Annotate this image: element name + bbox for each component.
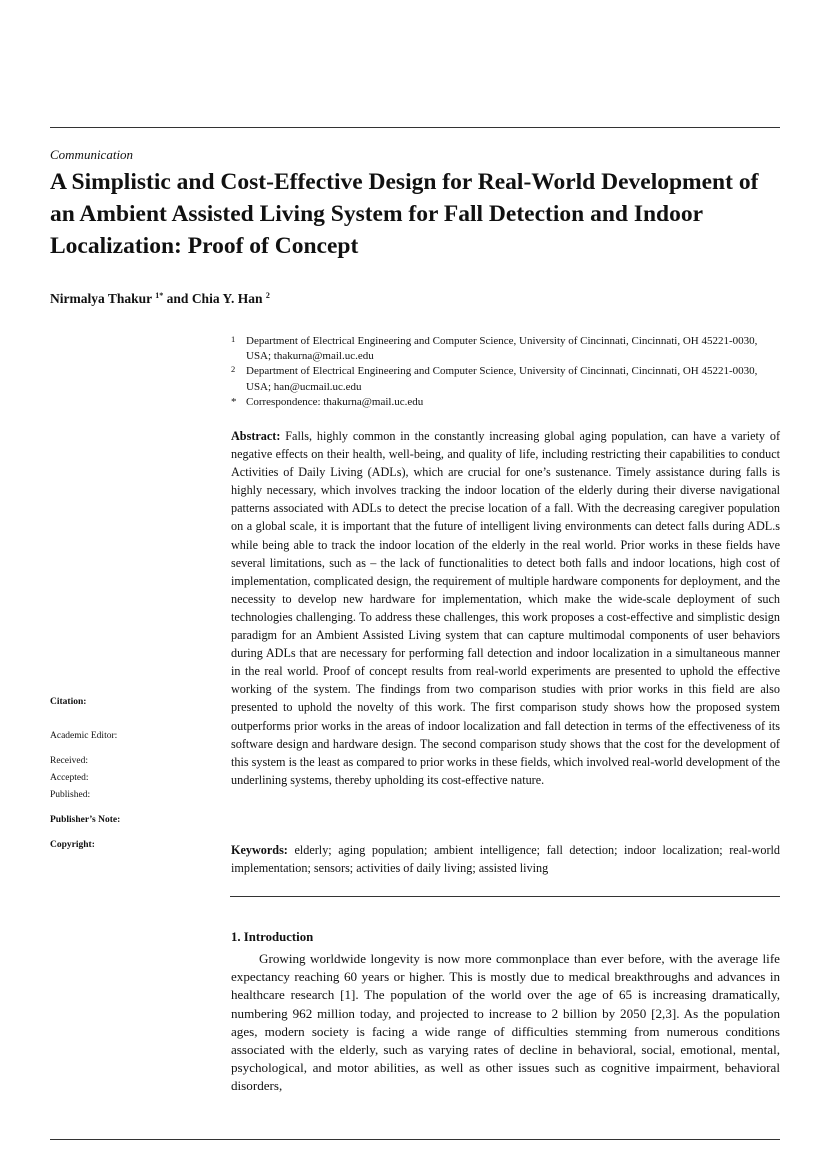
affiliation-item — [231, 364, 781, 394]
correspondence-text: Correspondence: thakurna@mail.uc.edu — [246, 395, 424, 408]
keywords — [231, 841, 780, 877]
author-name: Chia Y. Han — [191, 291, 263, 306]
article-type: Communication — [50, 147, 134, 162]
author-affiliation-mark: 1* — [155, 291, 164, 300]
author-line — [50, 291, 270, 307]
correspondence-mark: * — [231, 395, 237, 408]
introduction-section — [231, 930, 780, 1096]
author-affiliation-mark: 2 — [265, 291, 270, 300]
abstract — [231, 427, 780, 789]
affiliation-mark: 1 — [231, 334, 236, 344]
section-divider — [230, 896, 780, 897]
affiliations — [231, 334, 781, 410]
abstract-text: Falls, highly common in the constantly increasing global aging population, can have a variety of negative effects on their health, well-being, and quality of life, including restricting their capabilities to conduct Activities of Daily Living (ADLs), which are crucial for one’s sustenance. Timely assistance during falls is highly necessary, which involves tracking the indoor location of the elderly during their diverse navigational patterns associated with ADLs to detect the precise location of a fall. With the decreasing caregiver population on a global scale, it is important that the future of intelligent living environments can detect falls during ADL.s while being able to track the indoor location of the elderly in the real world. Prior works in these fields have several limitations, such as – the lack of functionalities to detect both falls and indoor locations, high cost of implementation, complicated design, the requirement of multiple hardware components for deployment, and the necessity to develop new hardware for implementation, which make the wide-scale deployment of such technologies challenging. To address these challenges, this work proposes a cost-effective and simplistic design paradigm for an Ambient Assisted Living system that can capture multimodal components of user behaviors during ADLs that are necessary for performing fall detection and indoor localization in a simultaneous manner in the real world. Proof of concept results from real-world experiments are presented to uphold the effective working of the system. The findings from two comparison studies with prior works in this field are also presented to uphold the novelty of this work. The first comparison study shows how the proposed system outperforms prior works in the areas of indoor localization and fall detection in terms of the effectiveness of its software design and hardware design. The second comparison study shows that the cost for the development of this system is the least as compared to prior works in these fields, which involved real-world development of the underlining systems, thereby upholding its cost-effective nature. — [231, 429, 781, 787]
top-rule — [50, 127, 780, 128]
affiliation-text: Department of Electrical Engineering and Computer Science, University of Cincinnati, Cincinnati, OH 45221-0030, USA; han@ucmail.uc.edu — [246, 365, 758, 393]
section-heading: 1. Introduction — [231, 930, 314, 944]
affiliation-mark: 2 — [231, 364, 236, 375]
citation-label: Citation: — [50, 697, 87, 707]
received-label: Received: — [50, 756, 88, 766]
publishers-note-label: Publisher’s Note: — [50, 815, 121, 825]
academic-editor-label: Academic Editor: — [50, 731, 118, 741]
published-label: Published: — [50, 790, 91, 800]
bottom-rule — [50, 1139, 780, 1140]
paper-title: A Simplistic and Cost-Effective Design for Real-World Development of an Ambient Assisted Living System for Fall Detection and Indoor Localization: Proof of Concept — [50, 169, 759, 259]
keywords-label: Keywords: — [231, 843, 288, 857]
author-separator: and — [163, 291, 192, 306]
abstract-label: Abstract: — [231, 429, 281, 443]
correspondence-item — [231, 395, 781, 410]
author-name: Nirmalya Thakur — [50, 291, 152, 306]
section-paragraph: Growing worldwide longevity is now more commonplace than ever before, with the average life expectancy reaching 60 years or higher. This is mostly due to medical breakthroughs and advances in healthcare research [1]. The population of the world over the age of 65 is increasing dramatically, numbering 962 million today, and projected to increase to 2 billion by 2050 [2,3]. As the population ages, modern society is facing a wide range of difficulties stemming from numerous conditions associated with the elderly, such as varying rates of decline in behavioral, social, emotional, mental, psychological, and motor abilities, as well as other issues such as cognitive impairment, behavioral disorders, — [231, 951, 780, 1094]
affiliation-text: Department of Electrical Engineering and Computer Science, University of Cincinnati, Cincinnati, OH 45221-0030, USA; thakurna@mail.uc.edu — [246, 335, 758, 363]
copyright-label: Copyright: — [50, 840, 95, 850]
keywords-text: elderly; aging population; ambient intelligence; fall detection; indoor localization; real-world implementation; sensors; activities of daily living; assisted living — [231, 843, 780, 876]
affiliation-item — [231, 334, 781, 364]
accepted-label: Accepted: — [50, 773, 89, 783]
